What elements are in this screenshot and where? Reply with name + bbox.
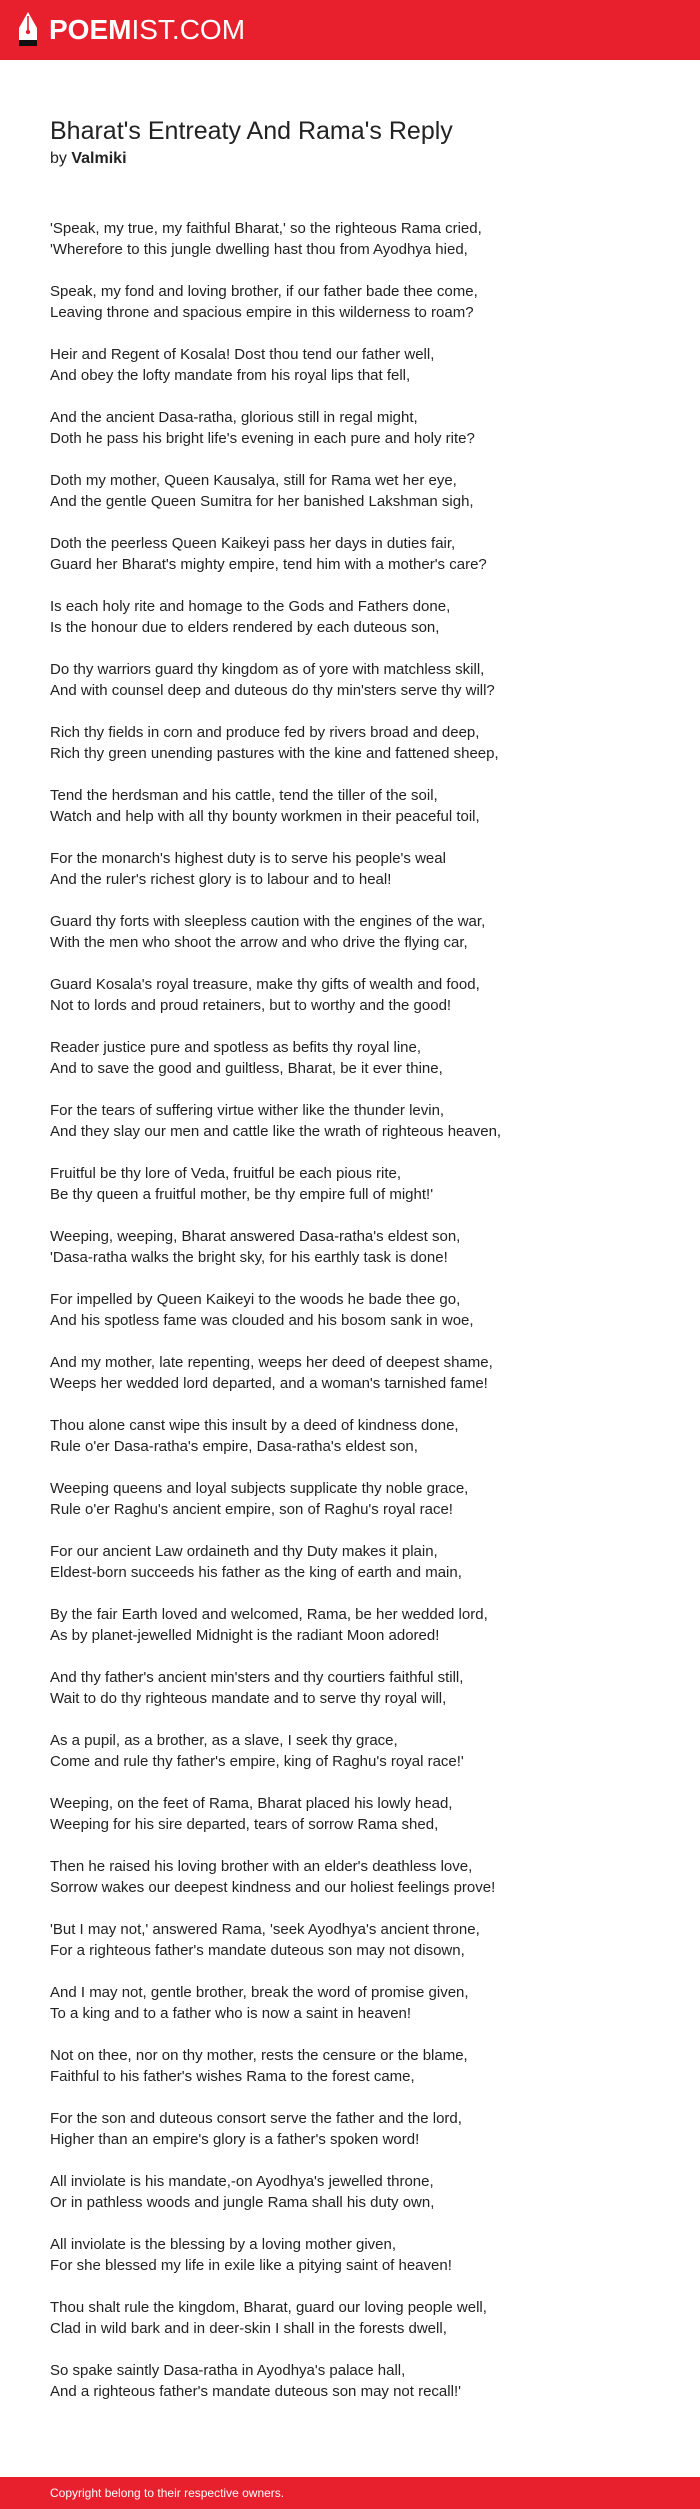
poem-title: Bharat's Entreaty And Rama's Reply <box>50 117 453 145</box>
poem-line: Higher than an empire's glory is a father's spoken word! <box>50 2131 420 2148</box>
poem-line: Tend the herdsman and his cattle, tend the tiller of the soil, <box>50 787 438 804</box>
stanza <box>50 1982 670 2045</box>
poem-line: And my mother, late repenting, weeps her deed of deepest shame, <box>50 1354 493 1371</box>
poem-line: And they slay our men and cattle like the wrath of righteous heaven, <box>50 1123 502 1140</box>
poem-line: Thou shalt rule the kingdom, Bharat, guard our loving people well, <box>50 2299 487 2316</box>
stanza <box>50 596 670 659</box>
stanza <box>50 1226 670 1289</box>
poem-line: 'Speak, my true, my faithful Bharat,' so the righteous Rama cried, <box>50 220 482 237</box>
stanza <box>50 1163 670 1226</box>
poem-line: For the tears of suffering virtue wither like the thunder levin, <box>50 1102 445 1119</box>
stanza <box>50 1919 670 1982</box>
poem-line: Eldest-born succeeds his father as the king of earth and main, <box>50 1564 462 1581</box>
stanza <box>50 722 670 785</box>
poem-line: And the ancient Dasa-ratha, glorious still in regal might, <box>50 409 418 426</box>
poem-line: Not to lords and proud retainers, but to worthy and the good! <box>50 997 452 1014</box>
stanza <box>50 1541 670 1604</box>
poem-line: Fruitful be thy lore of Veda, fruitful be each pious rite, <box>50 1165 402 1182</box>
poem-line: Not on thee, nor on thy mother, rests the censure or the blame, <box>50 2047 468 2064</box>
stanza <box>50 1604 670 1667</box>
poem-line: Reader justice pure and spotless as befits thy royal line, <box>50 1039 422 1056</box>
poem-line: Is the honour due to elders rendered by each duteous son, <box>50 619 440 636</box>
poem-line: For our ancient Law ordaineth and thy Duty makes it plain, <box>50 1543 438 1560</box>
poem-line: Clad in wild bark and in deer-skin I shall in the forests dwell, <box>50 2320 447 2337</box>
poem-line: And to save the good and guiltless, Bharat, be it ever thine, <box>50 1060 443 1077</box>
poem-line: Leaving throne and spacious empire in this wilderness to roam? <box>50 304 474 321</box>
stanza <box>50 2045 670 2108</box>
poem-line: Speak, my fond and loving brother, if our father bade thee come, <box>50 283 478 300</box>
byline <box>50 148 127 170</box>
poem-line: 'But I may not,' answered Rama, 'seek Ayodhya's ancient throne, <box>50 1921 480 1938</box>
poem-line: Doth my mother, Queen Kausalya, still for Rama wet her eye, <box>50 472 457 489</box>
stanza <box>50 407 670 470</box>
stanza <box>50 1667 670 1730</box>
fountain-pen-icon <box>17 10 39 50</box>
poem-line: Guard her Bharat's mighty empire, tend him with a mother's care? <box>50 556 487 573</box>
poem-body <box>50 218 670 2423</box>
site-footer <box>0 2477 700 2509</box>
poem-line: Rich thy green unending pastures with the kine and fattened sheep, <box>50 745 499 762</box>
poem-line: Wait to do thy righteous mandate and to serve thy royal will, <box>50 1690 447 1707</box>
stanza <box>50 344 670 407</box>
stanza <box>50 1478 670 1541</box>
poem-line: Heir and Regent of Kosala! Dost thou tend our father well, <box>50 346 435 363</box>
poem-line: Come and rule thy father's empire, king of Raghu's royal race!' <box>50 1753 464 1770</box>
poem-line: Weeping queens and loyal subjects supplicate thy noble grace, <box>50 1480 469 1497</box>
poem-line: Doth he pass his bright life's evening in each pure and holy rite? <box>50 430 475 447</box>
poem-line: For impelled by Queen Kaikeyi to the woods he bade thee go, <box>50 1291 461 1308</box>
logo-text-bold: POEM <box>49 14 132 45</box>
poem-line: As a pupil, as a brother, as a slave, I seek thy grace, <box>50 1732 398 1749</box>
stanza <box>50 1100 670 1163</box>
poem-line: Rule o'er Raghu's ancient empire, son of Raghu's royal race! <box>50 1501 453 1518</box>
poem-line: Guard Kosala's royal treasure, make thy gifts of wealth and food, <box>50 976 480 993</box>
poem-line: So spake saintly Dasa-ratha in Ayodhya's palace hall, <box>50 2362 406 2379</box>
poem-line: And obey the lofty mandate from his royal lips that fell, <box>50 367 411 384</box>
poem-line: To a king and to a father who is now a saint in heaven! <box>50 2005 412 2022</box>
stanza <box>50 1856 670 1919</box>
poem-line: For the son and duteous consort serve the father and the lord, <box>50 2110 462 2127</box>
stanza <box>50 659 670 722</box>
stanza <box>50 2360 670 2423</box>
stanza <box>50 2234 670 2297</box>
poem-line: Be thy queen a fruitful mother, be thy empire full of might!' <box>50 1186 434 1203</box>
stanza <box>50 785 670 848</box>
poem-line: For a righteous father's mandate duteous son may not disown, <box>50 1942 465 1959</box>
poem-line: And I may not, gentle brother, break the word of promise given, <box>50 1984 469 2001</box>
stanza <box>50 1793 670 1856</box>
poem-line: And the ruler's richest glory is to labour and to heal! <box>50 871 392 888</box>
copyright-text: Copyright belong to their respective owners. <box>50 2486 285 2500</box>
poem-line: Or in pathless woods and jungle Rama shall his duty own, <box>50 2194 435 2211</box>
poem-line: Rule o'er Dasa-ratha's empire, Dasa-ratha's eldest son, <box>50 1438 418 1455</box>
poem-line: 'Wherefore to this jungle dwelling hast thou from Ayodhya hied, <box>50 241 468 258</box>
poem-line: All inviolate is his mandate,-on Ayodhya's jewelled throne, <box>50 2173 434 2190</box>
stanza <box>50 1037 670 1100</box>
poem-line: Weeping, on the feet of Rama, Bharat placed his lowly head, <box>50 1795 453 1812</box>
poem-line: Thou alone canst wipe this insult by a deed of kindness done, <box>50 1417 459 1434</box>
stanza <box>50 218 670 281</box>
poem-line: Weeps her wedded lord departed, and a woman's tarnished fame! <box>50 1375 488 1392</box>
stanza <box>50 533 670 596</box>
poem-line: Watch and help with all thy bounty workmen in their peaceful toil, <box>50 808 480 825</box>
stanza <box>50 281 670 344</box>
poem-line: Weeping for his sire departed, tears of sorrow Rama shed, <box>50 1816 439 1833</box>
stanza <box>50 1289 670 1352</box>
by-label: by <box>50 150 67 167</box>
stanza <box>50 2108 670 2171</box>
poem-line: Do thy warriors guard thy kingdom as of yore with matchless skill, <box>50 661 485 678</box>
poem-line: Sorrow wakes our deepest kindness and our holiest feelings prove! <box>50 1879 496 1896</box>
poem-line: And the gentle Queen Sumitra for her banished Lakshman sigh, <box>50 493 474 510</box>
stanza <box>50 470 670 533</box>
poem-line: For the monarch's highest duty is to serve his people's weal <box>50 850 446 867</box>
stanza <box>50 1730 670 1793</box>
logo-text-light: IST.COM <box>131 14 246 45</box>
poem-line: All inviolate is the blessing by a loving mother given, <box>50 2236 397 2253</box>
poem-line: For she blessed my life in exile like a pitying saint of heaven! <box>50 2257 452 2274</box>
stanza <box>50 2171 670 2234</box>
poem-line: Weeping, weeping, Bharat answered Dasa-ratha's eldest son, <box>50 1228 461 1245</box>
stanza <box>50 974 670 1037</box>
poem-line: With the men who shoot the arrow and who drive the flying car, <box>50 934 468 951</box>
logo-text <box>49 10 245 50</box>
stanza <box>50 911 670 974</box>
stanza <box>50 1415 670 1478</box>
stanza <box>50 1352 670 1415</box>
poem-line: Then he raised his loving brother with an elder's deathless love, <box>50 1858 473 1875</box>
author-link[interactable]: Valmiki <box>71 150 127 167</box>
poem-line: Guard thy forts with sleepless caution with the engines of the war, <box>50 913 486 930</box>
poem-line: And thy father's ancient min'sters and thy courtiers faithful still, <box>50 1669 464 1686</box>
poem-line: Doth the peerless Queen Kaikeyi pass her days in duties fair, <box>50 535 456 552</box>
poem-line: Rich thy fields in corn and produce fed by rivers broad and deep, <box>50 724 480 741</box>
poem-line: And with counsel deep and duteous do thy min'sters serve thy will? <box>50 682 495 699</box>
poem-line: And a righteous father's mandate duteous son may not recall!' <box>50 2383 461 2400</box>
poem-line: By the fair Earth loved and welcomed, Rama, be her wedded lord, <box>50 1606 488 1623</box>
stanza <box>50 848 670 911</box>
site-header <box>0 0 700 60</box>
stanza <box>50 2297 670 2360</box>
poem-line: Faithful to his father's wishes Rama to the forest came, <box>50 2068 415 2085</box>
poem-line: Is each holy rite and homage to the Gods and Fathers done, <box>50 598 451 615</box>
poem-line: And his spotless fame was clouded and his bosom sank in woe, <box>50 1312 474 1329</box>
poem-line: As by planet-jewelled Midnight is the radiant Moon adored! <box>50 1627 440 1644</box>
site-logo[interactable] <box>17 10 245 50</box>
poem-line: 'Dasa-ratha walks the bright sky, for his earthly task is done! <box>50 1249 448 1266</box>
